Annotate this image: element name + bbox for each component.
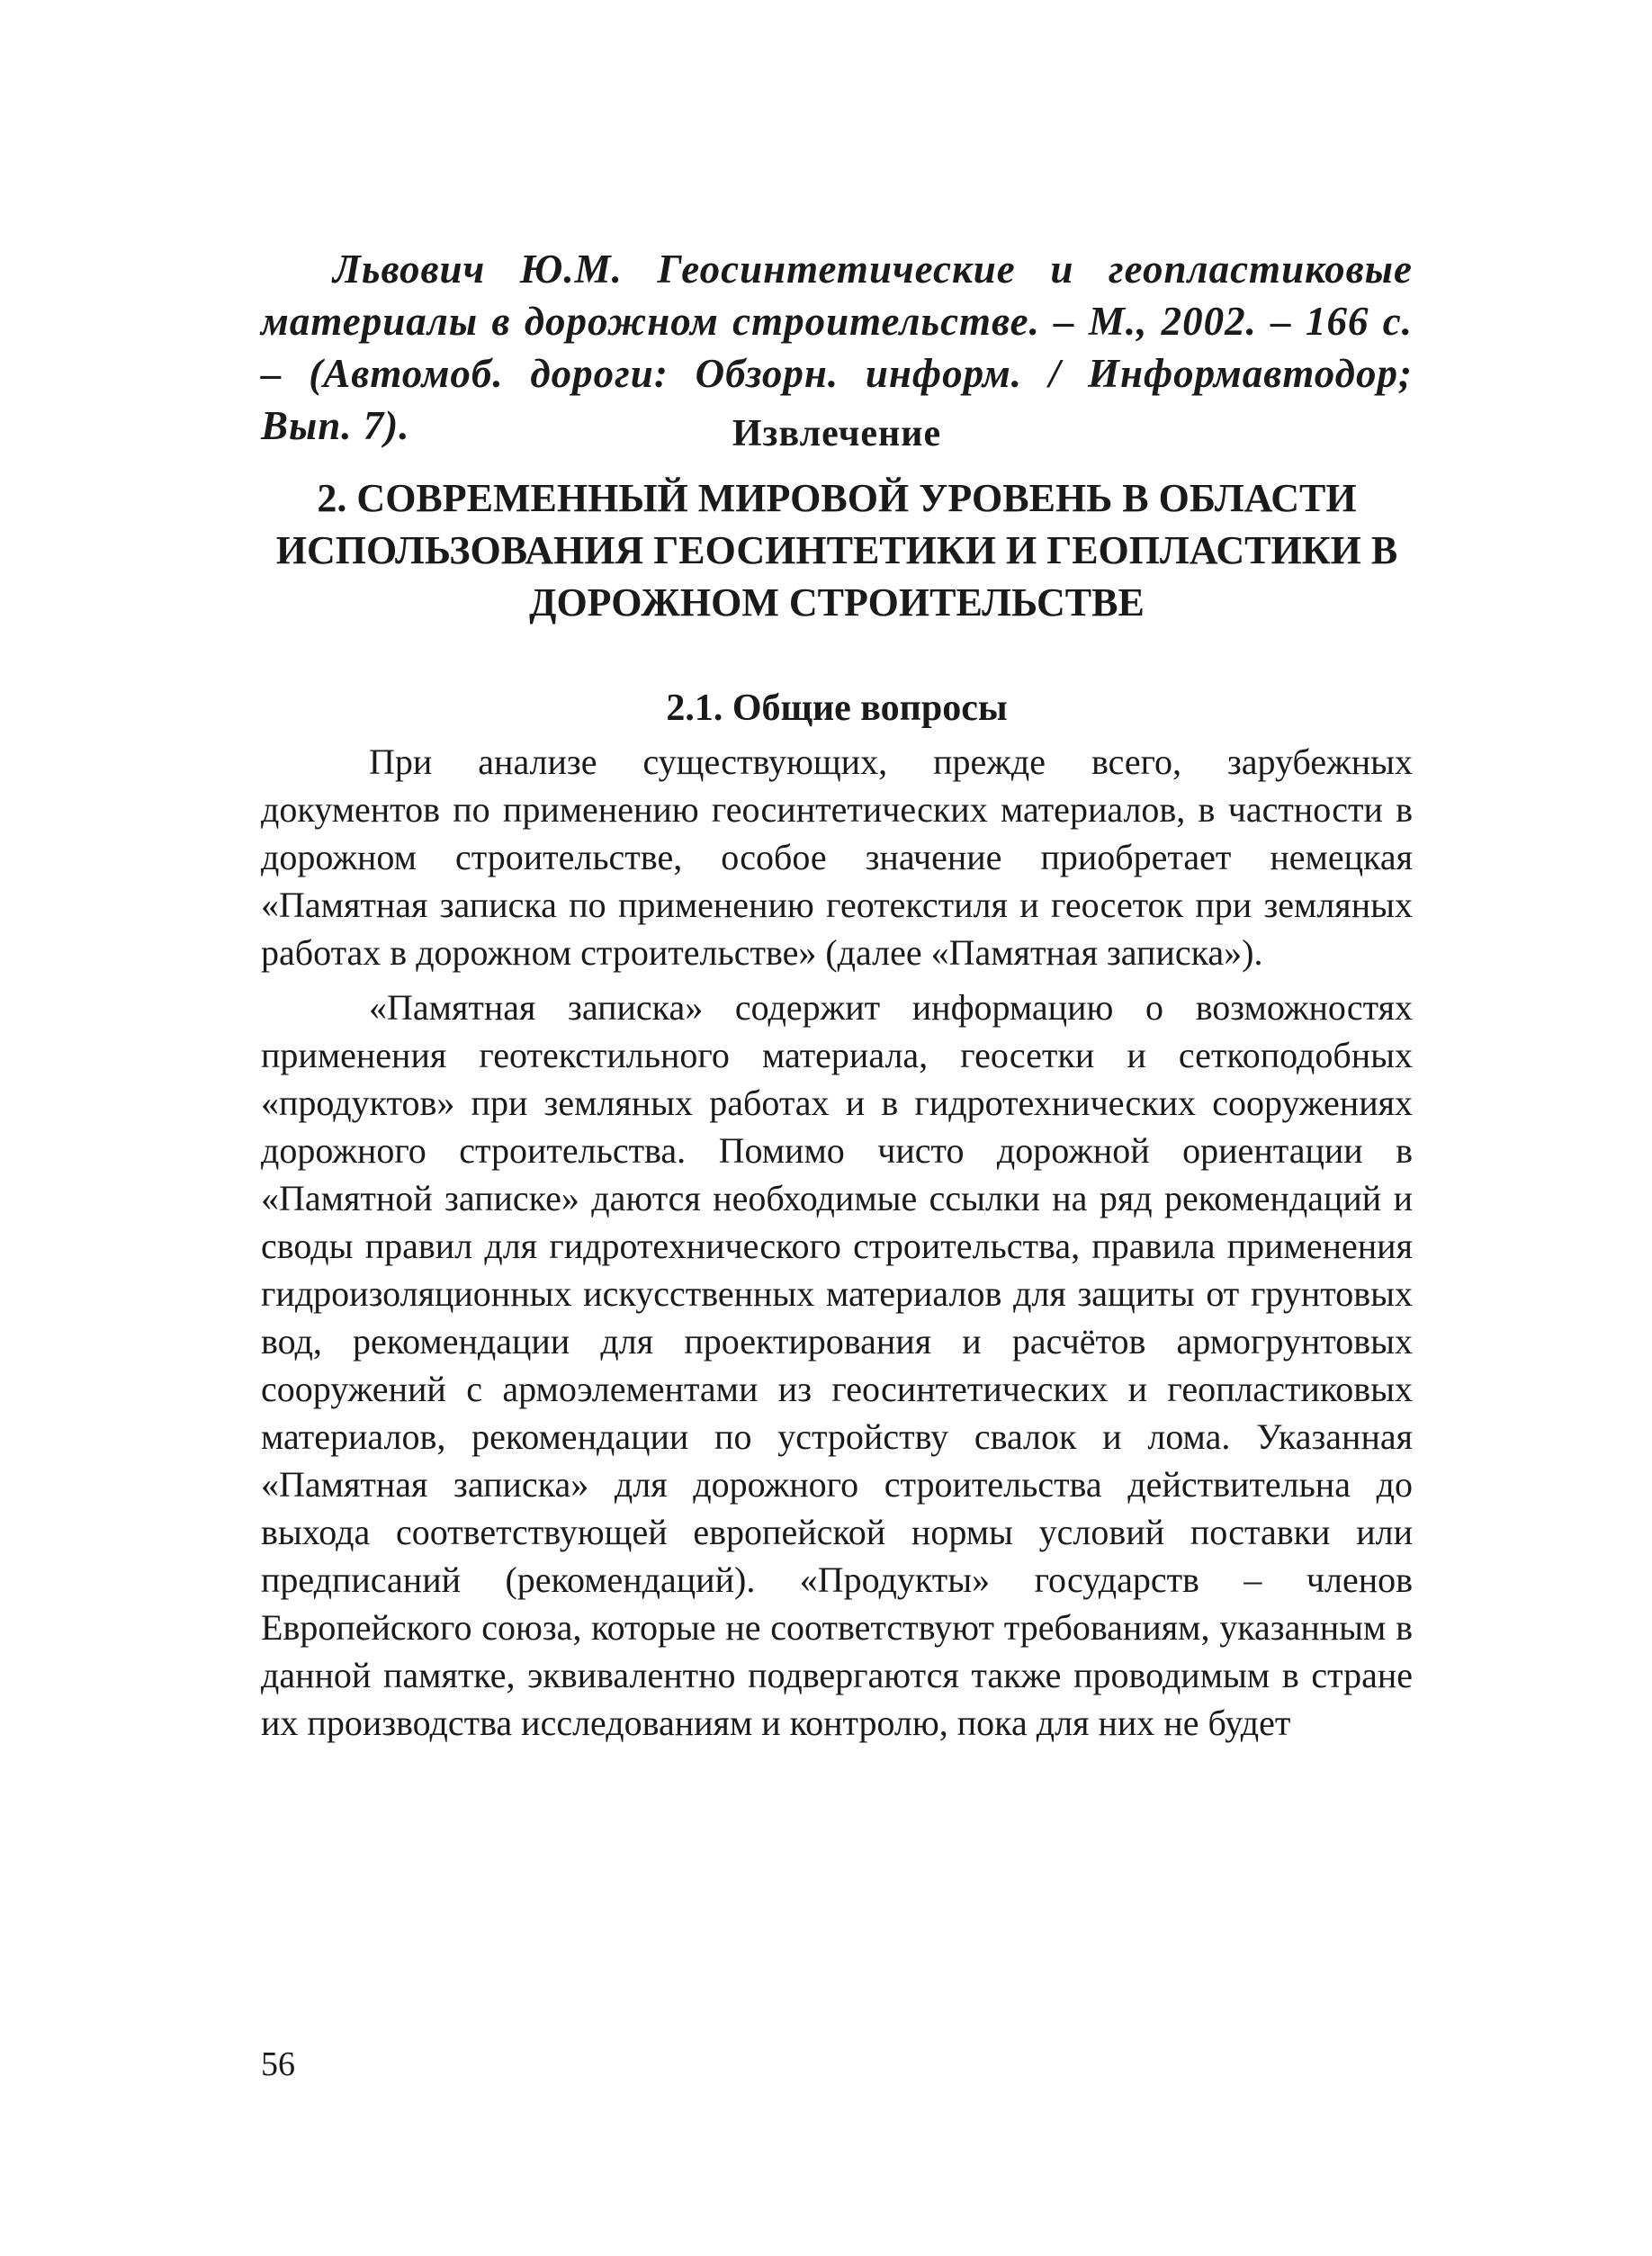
chapter-title: 2. СОВРЕМЕННЫЙ МИРОВОЙ УРОВЕНЬ В ОБЛАСТИ ИСПОЛЬЗОВАНИЯ ГЕОСИНТЕТИКИ И ГЕОПЛАСТИКИ В ДОРОЖНОМ СТРОИТЕЛЬСТВЕ xyxy=(275,476,1398,625)
bibliographic-citation: Львович Ю.М. Геосинтетические и геопластиковые материалы в дорожном строительстве. – М., 2002. – 166 с. – (Автомоб. дороги: Обзорн. информ. / Информавтодор; Вып. 7). xyxy=(261,247,1413,448)
page-number: 56 xyxy=(261,2045,295,2083)
paragraph: При анализе существующих, прежде всего, зарубежных документов по применению геосинтетических материалов, в частности в дорожном строительстве, особое значение приобретает немецкая «Памятная записка по применению геотекстиля и геосеток при земляных работах в дорожном строительстве» (далее «Памятная записка»). xyxy=(261,742,1413,973)
extract-label: Извлечение xyxy=(732,413,942,454)
body-text xyxy=(261,738,1413,1754)
paragraph: «Памятная записка» содержит информацию о возможностях применения геотекстильного материала, геосетки и сеткоподобных «продуктов» при земляных работах и в гидротехнических сооружениях дорожного строительства. Помимо чисто дорожной ориентации в «Памятной записке» даются необходимые ссылки на ряд рекомендаций и своды правил для гидротехнического строительства, правила применения гидроизоляционных искусственных материалов для защиты от грунтовых вод, рекомендации для проектирования и расчётов армогрунтовых сооружений с армоэлементами из геосинтетических и геопластиковых материалов, рекомендации по устройству свалок и лома. Указанная «Памятная записка» для дорожного строительства действительна до выхода соответствующей европейской нормы условий поставки или предписаний (рекомендаций). «Продукты» государств – членов Европейского союза, которые не соответствуют требованиям, указанным в данной памятке, эквивалентно подвергаются также проводимым в стране их производства исследованиям и контролю, пока для них не будет xyxy=(261,987,1413,1743)
section-title: 2.1. Общие вопросы xyxy=(666,688,1008,729)
